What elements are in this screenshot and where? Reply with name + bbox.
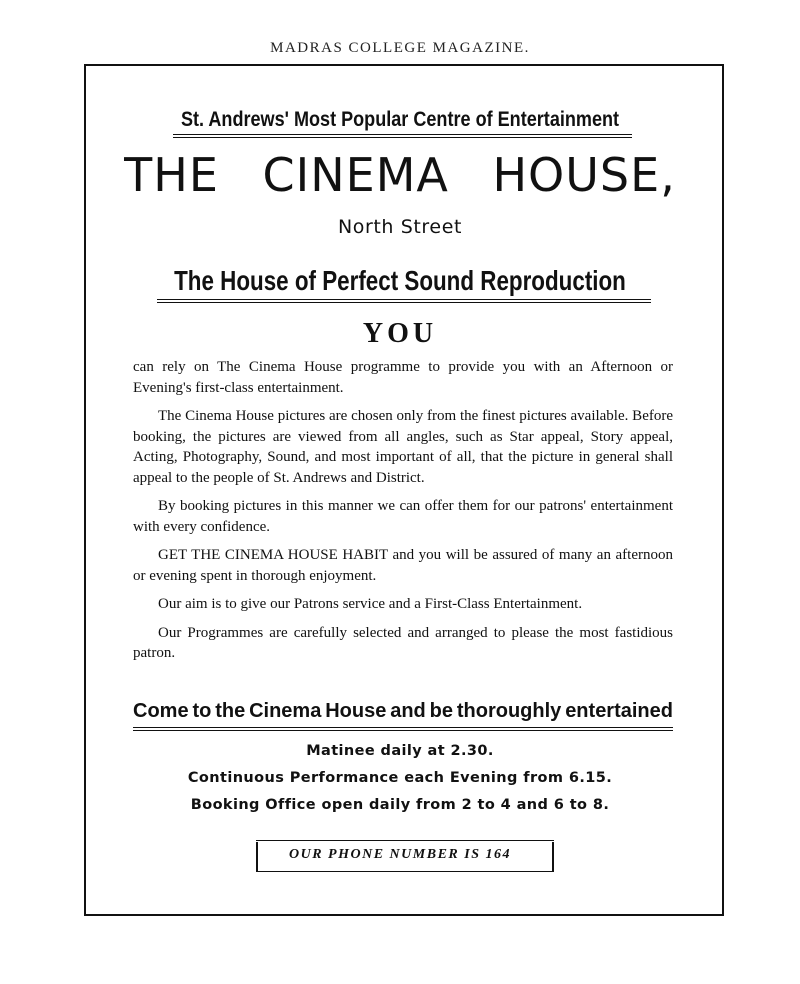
cta-word: thoroughly — [456, 700, 562, 722]
paragraph: GET THE CINEMA HOUSE HABIT and you will be assured of many an afternoon or evening spent in thorough enjoyment. — [133, 547, 673, 584]
cta-rule-2 — [133, 730, 673, 731]
tagline-rule — [173, 134, 632, 135]
you-heading: YOU — [362, 318, 438, 349]
cta-word: House — [325, 700, 387, 722]
cta-word: entertained — [565, 700, 673, 722]
cta-rule — [133, 727, 673, 728]
tagline: St. Andrews' Most Popular Centre of Entertainment — [180, 108, 620, 131]
street-address: North Street — [337, 216, 463, 238]
evening-info: Continuous Performance each Evening from 6.15. — [187, 770, 613, 786]
cta-word: be — [429, 700, 453, 722]
cta-word: to — [192, 700, 212, 722]
phone-box-bottom-rule — [256, 871, 554, 872]
paragraph: can rely on The Cinema House programme to provide you with an Afternoon or Evening's first-class entertainment. — [133, 359, 673, 396]
tagline-rule-2 — [173, 137, 632, 138]
paragraph: The Cinema House pictures are chosen only from the finest pictures available. Before booking, the pictures are viewed from all angles, such as Star appeal, Story appeal, Acting, Photography, Sound, and most important of all, that the picture in general shall appeal to the people of St. Andrews and District. — [133, 408, 673, 486]
paragraph: Our aim is to give our Patrons service and a First-Class Entertainment. — [158, 596, 583, 612]
booking-info: Booking Office open daily from 2 to 4 and 6 to 8. — [190, 797, 610, 813]
cta-word: Cinema — [249, 700, 322, 722]
page-title: THE CINEMA HOUSE, — [124, 148, 676, 202]
body-copy — [133, 357, 673, 672]
subheading-rule — [157, 299, 651, 300]
cta-word: and — [390, 700, 426, 722]
paragraph: Our Programmes are carefully selected and arranged to please the most fastidious patron. — [133, 624, 673, 661]
phone-number: OUR PHONE NUMBER IS 164 — [289, 847, 511, 862]
subheading: The House of Perfect Sound Reproduction — [174, 265, 626, 296]
running-head: MADRAS COLLEGE MAGAZINE. — [270, 40, 530, 56]
paragraph: By booking pictures in this manner we can offer them for our patrons' entertainment with every confidence. — [133, 498, 673, 535]
phone-box-top-rule — [256, 840, 554, 841]
matinee-info: Matinee daily at 2.30. — [306, 743, 494, 759]
cta-word: the — [215, 700, 246, 722]
call-to-action — [133, 700, 673, 723]
cta-word: Come — [133, 700, 189, 722]
subheading-rule-2 — [157, 302, 651, 303]
